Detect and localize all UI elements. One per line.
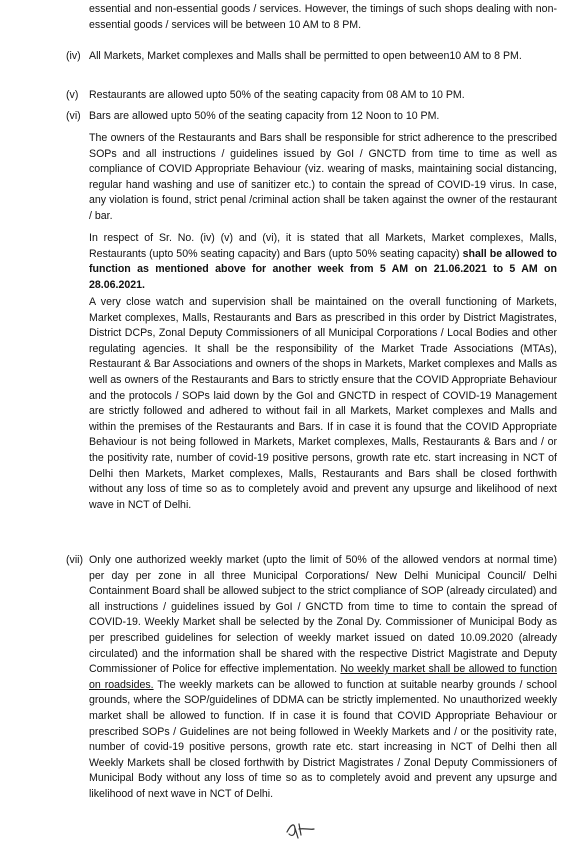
item-number: (vi) <box>66 110 81 122</box>
sr-no-respect-paragraph <box>89 231 557 293</box>
item-text: All Markets, Market complexes and Malls shall be permitted to open between10 AM to 8 PM. <box>89 50 522 62</box>
signature-mark <box>283 818 317 840</box>
item-text <box>89 553 557 803</box>
supervision-paragraph: A very close watch and supervision shall be maintained on the overall functioning of Markets, Market complexes, Malls, Restaurants and Bars as prescribed in this order by District Magistrates, District DCPs, Zonal Deputy Commissioners of all Municipal Corporations / Local Bodies and other regulating agencies. It shall be the responsibility of the Market Trade Associations (MTAs), Restaurant & Bar Associations and owners of the shops in Markets, Market complexes and Malls as well as owners of the Restaurants and Bars to strictly ensure that the COVID Appropriate Behaviour and the protocols / SOPs laid down by the GoI and GNCTD in respect of COVID-19 Management are strictly followed and adhered to without fail in all Markets, Market complexes and Malls and within the premises of the Restaurants and Bars. If in case it is found that the COVID Appropriate Behaviour is not being followed in Markets, Market complexes, Malls, Restaurants & Bars and / or the positivity rate, number of covid-19 positive persons, growth rate etc. start increasing in NCT of Delhi then Markets, Market complexes, Malls, Restaurants and Bars shall be closed forthwith without any loss of time so as to completely avoid and prevent any upsurge and likelihood of next wave in NCT of Delhi. <box>89 296 557 511</box>
item-text: Restaurants are allowed upto 50% of the seating capacity from 08 AM to 10 PM. <box>89 89 465 101</box>
list-item-vii <box>66 553 557 803</box>
owners-responsibility-paragraph: The owners of the Restaurants and Bars shall be responsible for strict adherence to the prescribed SOPs and all instructions / guidelines issued by GoI / GNCTD from time to time as well as compliance of COVID Appropriate Behaviour (viz. wearing of masks, maintaining social distancing, regular hand washing and use of sanitizer etc.) to contain the spread of COVID-19 virus. In case, any violation is found, strict penal /criminal action shall be taken against the owner of the restaurant / bar. <box>89 132 557 222</box>
item-number: (iv) <box>66 50 81 62</box>
weekly-market-text-cont: The weekly markets can be allowed to function at suitable nearby grounds / school grounds, where the SOP/guidelines of DDMA can be strictly implemented. No unauthorized weekly market shall be allowed to function. If in case it is found that COVID Appropriate Behaviour or prescribed SOPs / Guidelines are not being followed in Weekly Markets and / or the positivity rate, number of covid-19 positive persons, growth rate etc. start increasing in NCT of Delhi then all Weekly Markets shall be closed forthwith by District Magistrates / Zonal Deputy Commissioners of Municipal Body without any loss of time so as to completely avoid and prevent any upsurge and likelihood of next wave in NCT of Delhi. <box>89 678 557 800</box>
item-number: (vii) <box>66 554 84 566</box>
item-text: Bars are allowed upto 50% of the seating capacity from 12 Noon to 10 PM. <box>89 110 440 122</box>
list-item-vi <box>66 109 557 125</box>
continuation-paragraph: essential and non-essential goods / services. However, the timings of such shops dealing with non-essential goods / services will be between 10 AM to 8 PM. <box>89 3 557 31</box>
list-item-v <box>66 88 557 104</box>
weekly-market-text: Only one authorized weekly market (upto the limit of 50% of the allowed vendors at normal time) per day per zone in all three Municipal Corporations/ New Delhi Municipal Council/ Delhi Containment Board shall be allowed subject to the strict compliance of SOP (already circulated) and all instructions / guidelines issued by GoI / GNCTD from time to time to contain the spread of COVID-19. Weekly Market shall be selected by the Zonal Dy. Commissioner of Municipal Body as per prescribed guidelines for selection of weekly market issued on dated 10.09.2020 (already circulated) and the information shall be shared with the respective District Magistrate and Deputy Commissioner of Police for effective implementation. <box>89 554 557 676</box>
respect-text: In respect of Sr. No. (iv) (v) and (vi), it is stated that all Markets, Market complexes, Malls, Restaurants (upto 50% seating capacity) and Bars (upto 50% seating capacity) <box>89 232 557 260</box>
item-number: (v) <box>66 89 79 101</box>
list-item-iv <box>66 49 557 65</box>
roadside-underlined-text: No weekly market shall be allowed to function on roadsides. <box>89 663 557 691</box>
respect-bold-text: shall be allowed to function as mentioned above for another week from 5 AM on 21.06.2021 to 5 AM on 28.06.2021. <box>89 247 557 291</box>
